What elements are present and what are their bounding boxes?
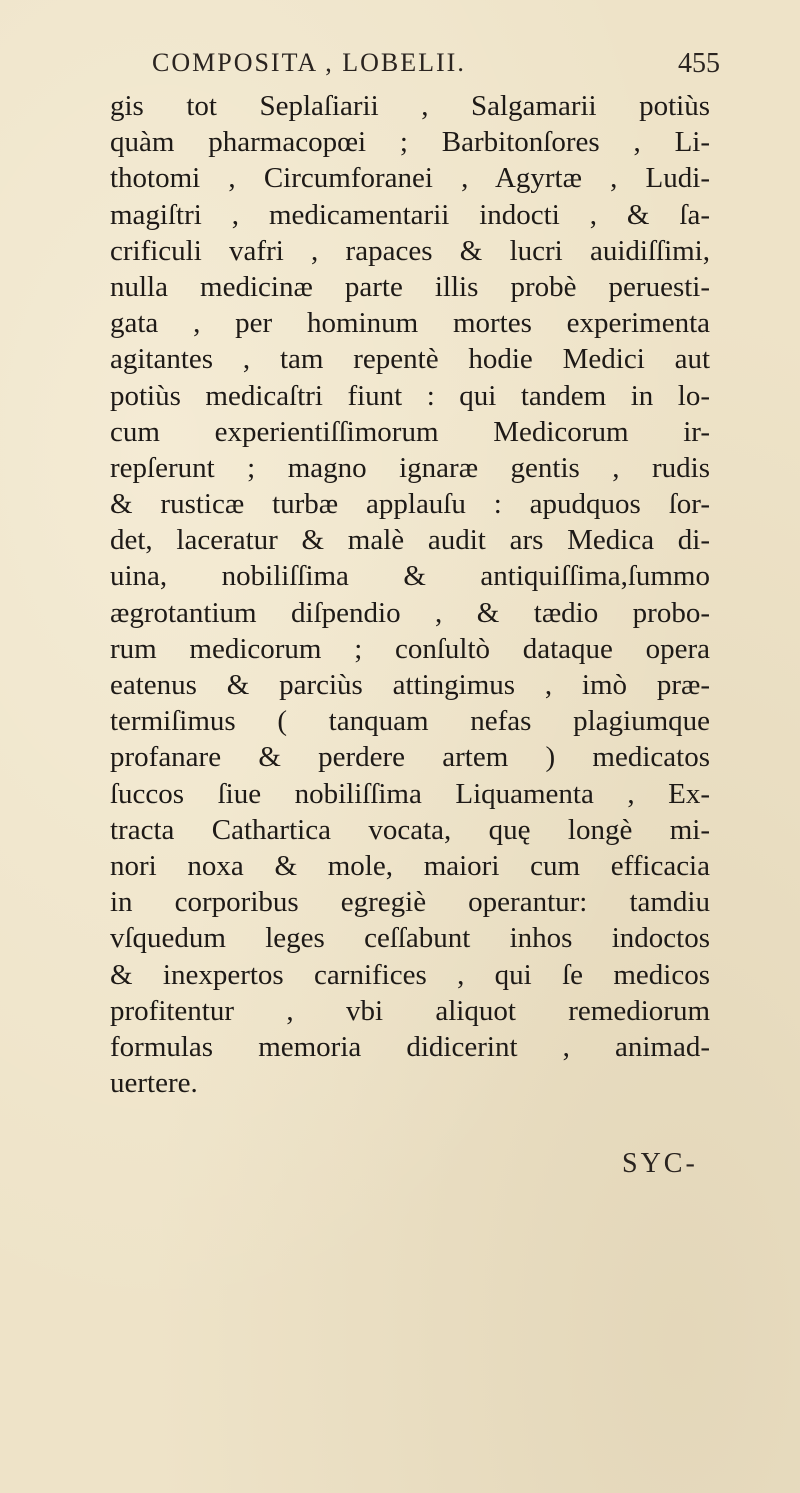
text-line: repſerunt ; magno ignaræ gentis , rudis — [110, 451, 710, 484]
text-line: rum medicorum ; conſultò dataque opera — [110, 632, 710, 665]
text-line: crificuli vafri , rapaces & lucri auidiſſimi, — [110, 234, 710, 267]
text-line: cum experientiſſimorum Medicorum ir- — [110, 415, 710, 448]
catchword: SYC- — [622, 1148, 698, 1179]
text-line: agitantes , tam repentè hodie Medici aut — [110, 343, 710, 376]
text-line: profitentur , vbi aliquot remediorum — [110, 994, 710, 1027]
text-line: potiùs medicaſtri fiunt : qui tandem in lo- — [110, 379, 710, 412]
page-number: 455 — [678, 48, 720, 79]
text-line: quàm pharmacopœi ; Barbitonſores , Li- — [110, 126, 710, 159]
text-line: thotomi , Circumforanei , Agyrtæ , Ludi- — [110, 162, 710, 195]
text-line: ægrotantium diſpendio , & tædio probo- — [110, 596, 710, 629]
text-line: nulla medicinæ parte illis probè peruesti- — [110, 270, 710, 303]
text-line: det, laceratur & malè audit ars Medica di- — [110, 524, 710, 557]
running-head-title: COMPOSITA , LOBELII. — [152, 48, 466, 77]
text-line: termiſimus ( tanquam nefas plagiumque — [110, 705, 710, 738]
text-line: in corporibus egregiè operantur: tamdiu — [110, 886, 710, 919]
text-line: & rusticæ turbæ applauſu : apudquos ſor- — [110, 488, 710, 521]
text-line: vſquedum leges ceſſabunt inhos indoctos — [110, 922, 710, 955]
body-text — [110, 88, 710, 1101]
text-line: tracta Cathartica vocata, quę longè mi- — [110, 813, 710, 846]
text-line: ſuccos ſiue nobiliſſima Liquamenta , Ex- — [110, 777, 710, 810]
text-line: magiſtri , medicamentarii indocti , & ſa- — [110, 198, 710, 231]
text-line: eatenus & parciùs attingimus , imò præ- — [110, 669, 710, 701]
running-head — [100, 48, 720, 88]
text-line: nori noxa & mole, maiori cum efficacia — [110, 849, 710, 882]
text-line: gis tot Seplaſiarii , Salgamarii potiùs — [110, 90, 710, 122]
text-line: uina, nobiliſſima & antiquiſſima,ſummo — [110, 560, 710, 593]
text-line: uertere. — [110, 1067, 198, 1100]
text-line: gata , per hominum mortes experimenta — [110, 307, 710, 340]
text-line: formulas memoria didicerint , animad- — [110, 1030, 710, 1063]
text-line: profanare & perdere artem ) medicatos — [110, 741, 710, 774]
text-line: & inexpertos carnifices , qui ſe medicos — [110, 958, 710, 991]
